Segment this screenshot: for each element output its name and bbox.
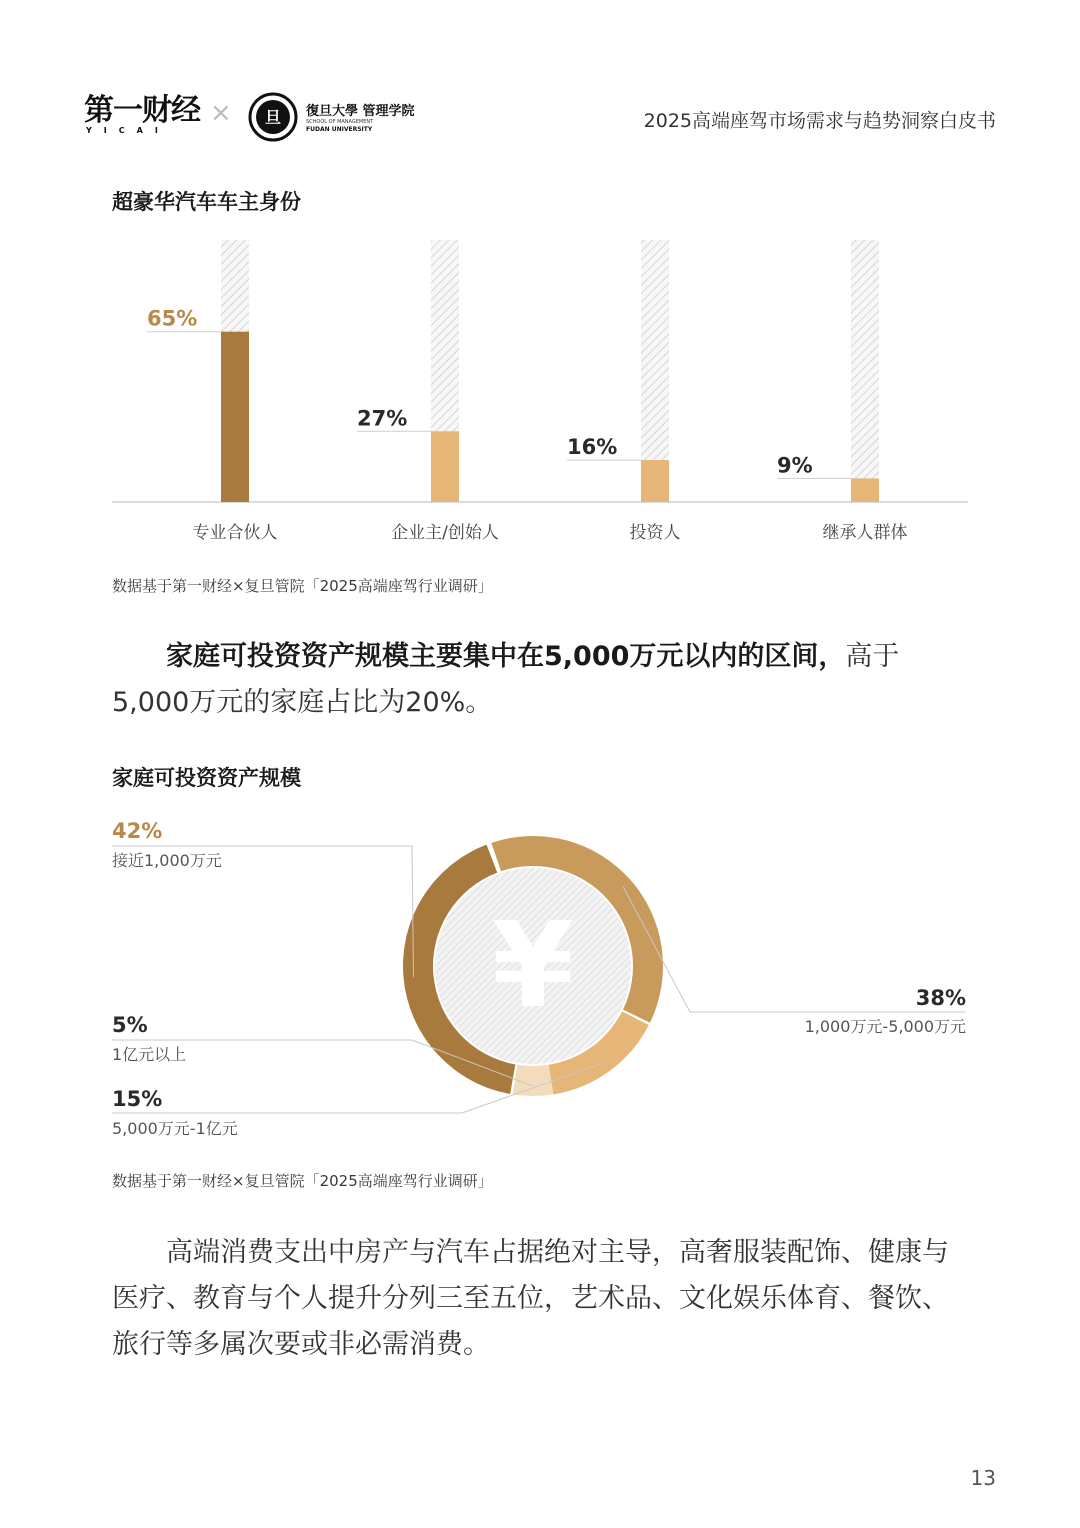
fudan-logo-en1: SCHOOL OF MANAGEMENT — [306, 119, 374, 125]
fudan-logo-en2: FUDAN UNIVERSITY — [306, 126, 373, 133]
donut-chart-title: 家庭可投资资产规模 — [112, 766, 301, 790]
owner-identity-bar-chart — [0, 230, 1080, 550]
bar-category-label: 企业主/创始人 — [391, 523, 499, 543]
bar-value-label: 27% — [357, 406, 408, 431]
donut-range-label: 5,000万元-1亿元 — [112, 1119, 238, 1138]
donut-range-label: 1,000万元-5,000万元 — [804, 1017, 966, 1036]
page-number: 13 — [970, 1466, 996, 1490]
document-title: 2025高端座驾市场需求与趋势洞察白皮书 — [643, 110, 996, 132]
donut-pct-label: 38% — [915, 986, 966, 1010]
paragraph-2 — [112, 1230, 972, 1368]
bar-track — [851, 240, 879, 502]
bar-category-label: 继承人群体 — [822, 523, 908, 543]
fudan-logo — [306, 100, 415, 133]
svg-text:旦: 旦 — [264, 108, 282, 127]
bar-category-label: 投资人 — [629, 523, 681, 543]
bar — [641, 460, 669, 502]
bar-value-label: 16% — [567, 435, 618, 460]
bar — [431, 431, 459, 502]
bar — [851, 478, 879, 502]
bar-chart-title: 超豪华汽车车主身份 — [112, 190, 301, 214]
bar-category-label: 专业合伙人 — [192, 523, 278, 543]
investable-assets-donut-chart — [0, 800, 1080, 1150]
donut-leader-line — [623, 887, 966, 1012]
yuan-icon: ¥ — [491, 896, 575, 1034]
yicai-logo-sub: YICAI — [86, 126, 170, 135]
donut-pct-label: 5% — [112, 1013, 148, 1037]
paragraph-2-text: 高端消费支出中房产与汽车占据绝对主导，高奢服装配饰、健康与医疗、教育与个人提升分列三至五位，艺术品、文化娱乐体育、餐饮、旅行等多属次要或非必需消费。 — [112, 1237, 949, 1360]
donut-range-label: 1亿元以上 — [112, 1045, 187, 1064]
fudan-seal-icon — [248, 92, 298, 142]
donut-pct-label: 42% — [112, 819, 163, 843]
bar — [221, 332, 249, 502]
bar-chart-source: 数据基于第一财经×复旦管院「2025高端座驾行业调研」 — [112, 577, 493, 595]
fudan-logo-cn: 復旦大學 管理学院 — [306, 104, 415, 119]
donut-chart-source: 数据基于第一财经×复旦管院「2025高端座驾行业调研」 — [112, 1172, 493, 1190]
logo-separator: × — [210, 98, 232, 128]
yicai-logo: 第一财经 — [84, 93, 200, 128]
donut-range-label: 接近1,000万元 — [112, 851, 222, 870]
paragraph-1-bold: 家庭可投资资产规模主要集中在5,000万元以内的区间， — [166, 641, 846, 672]
donut-pct-label: 15% — [112, 1087, 163, 1111]
paragraph-1 — [112, 634, 972, 726]
paragraph-1-normal: 高于5,000万元的家庭占比为20%。 — [112, 641, 900, 718]
bar-value-label: 9% — [777, 453, 813, 478]
bar-value-label: 65% — [147, 306, 198, 331]
